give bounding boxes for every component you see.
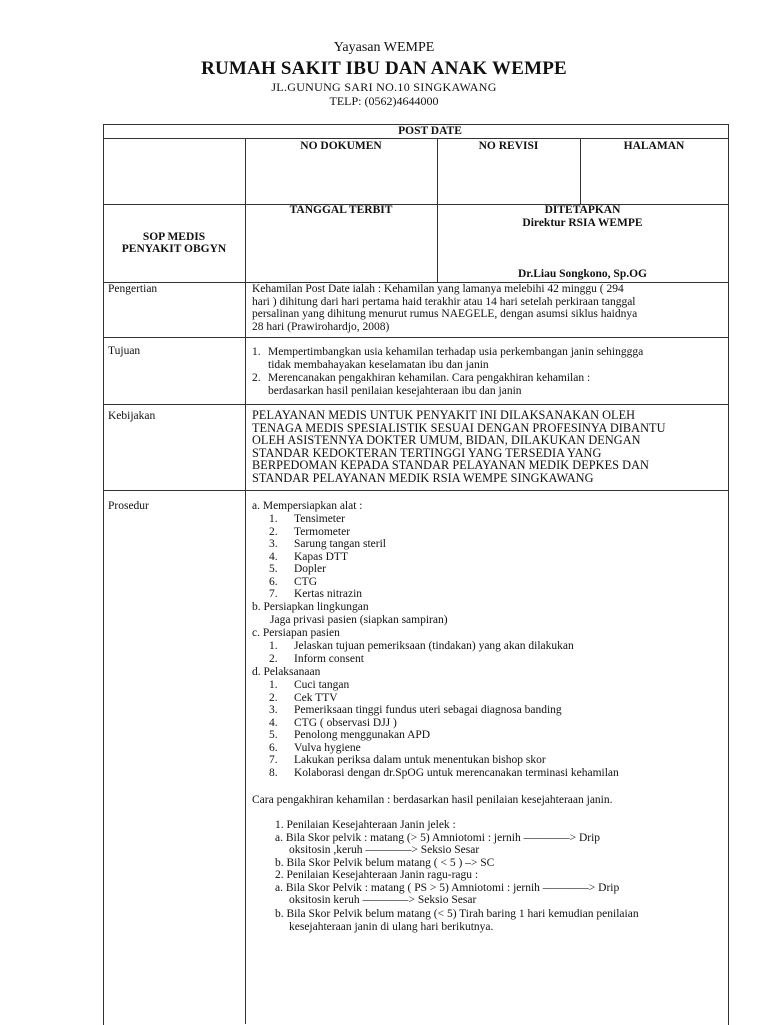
d-item: Cek TTV — [294, 691, 338, 704]
sop-title-line1: SOP MEDIS — [142, 231, 206, 243]
prosedur-a-title: a. Mempersiapkan alat : — [252, 500, 363, 512]
a-item: CTG — [294, 575, 317, 588]
pengertian-line: Kehamilan Post Date ialah : Kehamilan yang lamanya melebihi 42 minggu ( 294 — [252, 283, 624, 295]
pengertian-label: Pengertian — [108, 283, 158, 295]
kebijakan-line: STANDAR KEDOKTERAN TERTINGGI YANG TERSEDIA YANG — [252, 445, 602, 460]
prosedur-label: Prosedur — [108, 500, 149, 512]
rule-tujuan — [103, 404, 728, 405]
col-divider — [245, 138, 246, 1024]
sop-title-line2: PENYAKIT OBGYN — [121, 243, 227, 255]
d-item: CTG ( observasi DJJ ) — [294, 716, 397, 729]
prosedur-c-title: c. Persiapan pasien — [252, 627, 340, 639]
d-num: 7. — [269, 754, 278, 766]
tujuan-line: Mempertimbangkan usia kehamilan terhadap usia perkembangan janin sehinggga — [268, 346, 644, 358]
foundation-name: Yayasan WEMPE — [333, 40, 435, 55]
kebijakan-line: TENAGA MEDIS SPESIALISTIK SESUAI DENGAN PROFESINYA DIBANTU — [252, 420, 666, 435]
prosedur-b-title: b. Persiapkan lingkungan — [252, 601, 369, 613]
d-num: 6. — [269, 741, 278, 754]
pengertian-line: 28 hari (Prawirohardjo, 2008) — [252, 320, 390, 333]
d-item: Kolaborasi dengan dr.SpOG untuk merencanakan terminasi kehamilan — [294, 766, 619, 779]
d-item: Pemeriksaan tinggi fundus uteri sebagai diagnosa banding — [294, 704, 562, 716]
doc-title: POST DATE — [398, 125, 462, 137]
a-item: Kertas nitrazin — [294, 588, 363, 600]
tujuan-num: 2. — [252, 372, 261, 384]
tujuan-label: Tujuan — [108, 345, 141, 357]
a-num: 1. — [269, 513, 278, 525]
c-item: Inform consent — [294, 652, 364, 665]
kebijakan-label: Kebijakan — [108, 410, 156, 422]
a-item: Sarung tangan steril — [294, 538, 386, 550]
tujuan-line: Merencanakan pengakhiran kehamilan. Cara pengakhiran kehamilan : — [268, 372, 591, 384]
cara-line: oksitosin ,keruh ————> Seksio Sesar — [289, 844, 480, 856]
c-item: Jelaskan tujuan pemeriksaan (tindakan) yang akan dilakukan — [294, 640, 574, 652]
rule-kebijakan — [103, 490, 728, 491]
c-num: 1. — [269, 640, 278, 652]
ditetapkan-label: DITETAPKAN — [544, 204, 621, 216]
a-item: Kapas DTT — [294, 550, 348, 563]
d-item: Lakukan periksa dalam untuk menentukan bishop skor — [294, 754, 546, 766]
cara-line: 1. Penilaian Kesejahteraan Janin jelek : — [275, 819, 456, 831]
a-item: Termometer — [294, 525, 351, 538]
direktur-label: Direktur RSIA WEMPE — [522, 217, 643, 229]
rule-pengertian — [103, 337, 728, 338]
halaman-label: HALAMAN — [623, 140, 685, 152]
cara-line: 2. Penilaian Kesejahteraan Janin ragu-ragu : — [275, 869, 479, 881]
cara-line: oksitosin keruh ————> Seksio Sesar — [289, 894, 477, 906]
d-num: 2. — [269, 691, 278, 704]
cara-line: b. Bila Skor Pelvik belum matang (< 5) Tirah baring 1 hari kemudian penilaian — [275, 908, 639, 920]
kebijakan-line: BERPEDOMAN KEPADA STANDAR PELAYANAN MEDIK DEPKES DAN — [252, 458, 649, 472]
c-num: 2. — [269, 652, 278, 665]
d-num: 4. — [269, 716, 278, 729]
d-item: Vulva hygiene — [294, 741, 361, 754]
prosedur-d-title: d. Pelaksanaan — [252, 666, 321, 678]
kebijakan-line: STANDAR PELAYANAN MEDIK RSIA WEMPE SINGKAWANG — [252, 470, 594, 485]
d-num: 8. — [269, 766, 278, 779]
d-num: 1. — [269, 679, 278, 691]
tujuan-num: 1. — [252, 346, 261, 358]
a-num: 4. — [269, 550, 278, 563]
no-revisi-label: NO REVISI — [478, 140, 539, 152]
cara-line: b. Bila Skor Pelvik belum matang ( < 5 ) –> SC — [275, 856, 495, 869]
a-num: 5. — [269, 563, 278, 575]
tanggal-terbit-label: TANGGAL TERBIT — [289, 204, 393, 216]
d-item: Cuci tangan — [294, 679, 350, 691]
prosedur-b-text: Jaga privasi pasien (siapkan sampiran) — [270, 613, 448, 626]
hospital-phone: TELP: (0562)4644000 — [329, 94, 439, 108]
a-num: 6. — [269, 575, 278, 588]
d-num: 3. — [269, 704, 278, 716]
cara-pengakhiran: Cara pengakhiran kehamilan : berdasarkan hasil penilaian kesejahteraan janin. — [252, 794, 613, 806]
a-num: 3. — [269, 538, 278, 550]
a-num: 2. — [269, 525, 278, 538]
cara-line: a. Bila Skor Pelvik : matang ( PS > 5) Amniotomi : jernih ————> Drip — [275, 881, 620, 894]
tujuan-line: tidak membahayakan keselamatan ibu dan janin — [268, 358, 489, 371]
kebijakan-line: OLEH ASISTENNYA DOKTER UMUM, BIDAN, DILAKUKAN DENGAN — [252, 433, 641, 447]
hospital-address: JL.GUNUNG SARI NO.10 SINGKAWANG — [271, 80, 497, 94]
cara-line: kesejahteraan janin di ulang hari berikutnya. — [289, 920, 494, 933]
a-num: 7. — [269, 588, 278, 600]
d-num: 5. — [269, 729, 278, 741]
a-item: Dopler — [294, 563, 326, 575]
rule-title — [103, 138, 728, 139]
pengertian-line: hari ) dihitung dari hari pertama haid terakhir atau 14 hari setelah perkiraan tanggal — [252, 295, 636, 308]
a-item: Tensimeter — [294, 513, 345, 525]
tujuan-line: berdasarkan hasil penilaian kesejahteraan ibu dan janin — [268, 384, 522, 397]
d-item: Penolong menggunakan APD — [294, 729, 431, 741]
cara-line: a. Bila Skor pelvik : matang (> 5) Amniotomi : jernih ————> Drip — [275, 831, 601, 844]
signatory-name: Dr.Liau Songkono, Sp.OG — [517, 268, 647, 280]
kebijakan-line: PELAYANAN MEDIS UNTUK PENYAKIT INI DILAKSANAKAN OLEH — [252, 408, 636, 422]
no-dokumen-label: NO DOKUMEN — [300, 140, 382, 152]
hospital-name: RUMAH SAKIT IBU DAN ANAK WEMPE — [201, 58, 567, 79]
pengertian-line: persalinan yang dihitung menurut rumus NAEGELE, dengan asumsi siklus haidnya — [252, 308, 638, 320]
